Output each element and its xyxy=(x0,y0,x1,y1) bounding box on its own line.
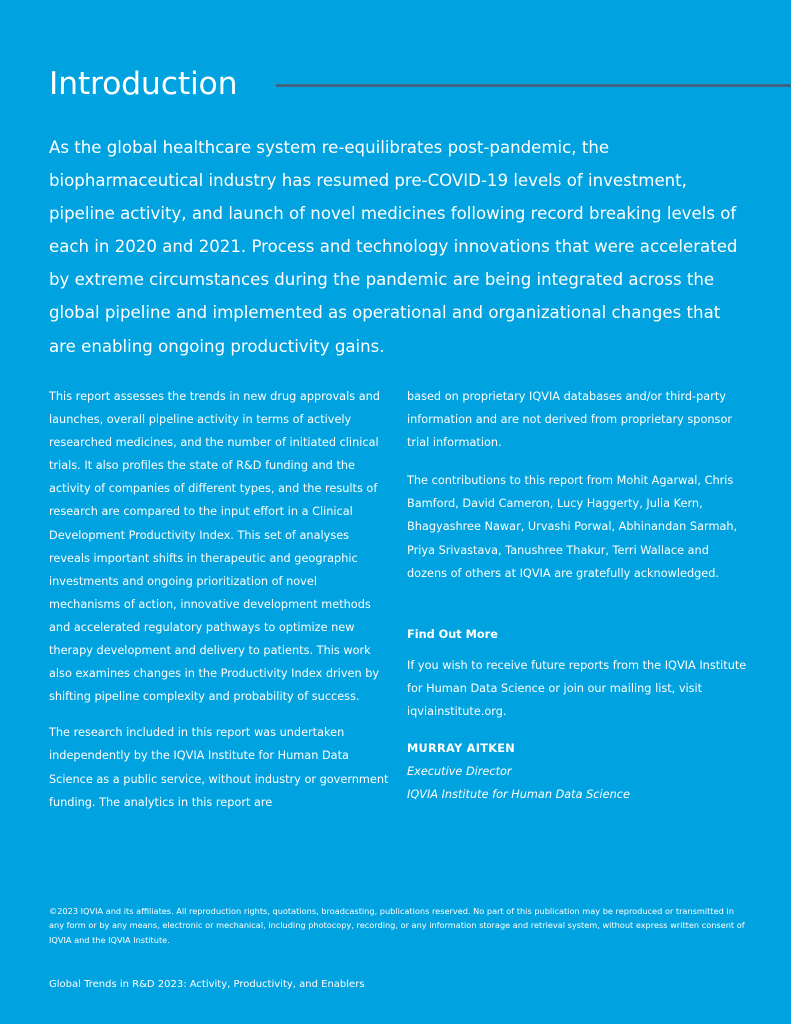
page-title: Introduction xyxy=(49,66,238,102)
research-independence-paragraph: The research included in this report was undertaken independently by the IQVIA Institute for Human Data Science as a public service, without industry or government funding. The analytics in this report are xyxy=(49,726,389,809)
signature-organization: IQVIA Institute for Human Data Science xyxy=(407,788,630,802)
lead-paragraph: As the global healthcare system re-equilibrates post-pandemic, the biopharmaceutical industry has resumed pre-COVID-19 levels of investment, pipeline activity, and launch of novel medicines following record breaking levels of each in 2020 and 2021. Process and technology innovations that were accelerated by extreme circumstances during the pandemic are being integrated across the global pipeline and implemented as operational and organizational changes that are enabling ongoing productivity gains. xyxy=(49,138,738,356)
research-continuation-paragraph: based on proprietary IQVIA databases and/or third-party information and are not derived from proprietary sponsor trial information. xyxy=(407,390,732,450)
find-out-more-heading: Find Out More xyxy=(407,627,498,641)
signature-name: MURRAY AITKEN xyxy=(407,742,516,756)
find-out-more-text: If you wish to receive future reports from the IQVIA Institute for Human Data Science or join our mailing list, visit iqviainstitute.org. xyxy=(407,658,747,719)
title-divider xyxy=(276,84,791,87)
left-column xyxy=(49,385,389,814)
footer-report-title: Global Trends in R&D 2023: Activity, Productivity, and Enablers xyxy=(49,979,365,990)
signature-role: Executive Director xyxy=(407,765,512,779)
contributors-paragraph: The contributions to this report from Mohit Agarwal, Chris Bamford, David Cameron, Lucy Haggerty, Julia Kern, Bhagyashree Nawar, Urvashi Porwal, Abhinandan Sarmah, Priya Srivastava, Tanushree Thakur, Terri Wallace and dozens of others at IQVIA are gratefully acknowledged. xyxy=(407,474,738,580)
report-scope-paragraph: This report assesses the trends in new drug approvals and launches, overall pipeline activity in terms of actively researched medicines, and the number of initiated clinical trials. It also profiles the state of R&D funding and the activity of companies of different types, and the results of research are compared to the input effort in a Clinical Development Productivity Index. This set of analyses reveals important shifts in therapeutic and geographic investments and ongoing prioritization of novel mechanisms of action, innovative development methods and accelerated regulatory pathways to optimize new therapy development and delivery to patients. This work also examines changes in the Productivity Index driven by shifting pipeline complexity and probability of success. xyxy=(49,390,380,704)
copyright-notice: ©2023 IQVIA and its affiliates. All reproduction rights, quotations, broadcasting, publications reserved. No part of this publication may be reproduced or transmitted in any form or by any means, electronic or mechanical, including photocopy, recording, or any information storage and retrieval system, without express written consent of IQVIA and the IQVIA Institute. xyxy=(49,906,745,945)
right-column xyxy=(407,385,752,806)
